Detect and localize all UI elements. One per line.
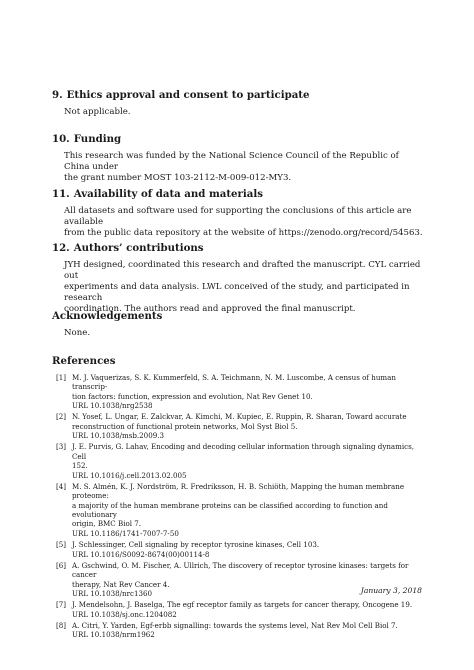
body-line: All datasets and software used for supporting the conclusions of this article are available xyxy=(64,206,412,227)
section-availability xyxy=(52,188,424,239)
body-line: Not applicable. xyxy=(64,107,131,117)
reference-url[interactable]: URL 10.1016/S0092-8674(00)00114-8 xyxy=(72,549,210,559)
reference-list xyxy=(56,373,424,641)
reference-item xyxy=(56,600,424,619)
reference-number: [6] xyxy=(56,560,67,570)
section-body xyxy=(52,328,424,339)
section-number: 10. xyxy=(52,133,70,145)
reference-item xyxy=(56,482,424,538)
reference-line: reconstruction of functional protein networks, Mol Syst Biol 5. xyxy=(72,421,298,431)
section-number: 9. xyxy=(52,89,63,101)
reference-line: J. Mendelsohn, J. Baselga, The egf receptor family as targets for cancer therapy, Oncogene 19. xyxy=(72,600,413,610)
section-number: 12. xyxy=(52,242,70,254)
reference-item xyxy=(56,621,424,640)
section-title: Acknowledgements xyxy=(52,310,163,322)
reference-url[interactable]: URL 10.1186/1741-7007-7-50 xyxy=(72,528,179,538)
references-heading: References xyxy=(52,355,116,367)
reference-line: 152. xyxy=(72,461,88,471)
section-ethics xyxy=(52,89,424,118)
reference-url[interactable]: URL 10.1016/j.cell.2013.02.005 xyxy=(72,470,187,480)
reference-number: [5] xyxy=(56,540,67,550)
reference-line: A. Citri, Y. Yarden, Egf-erbb signalling: towards the systems level, Nat Rev Mol Cell Biol 7. xyxy=(72,620,398,630)
section-heading xyxy=(52,242,424,255)
reference-number: [4] xyxy=(56,481,67,491)
section-heading xyxy=(52,133,424,146)
reference-line: tion factors: function, expression and evolution, Nat Rev Genet 10. xyxy=(72,391,313,401)
body-line: experiments and data analysis. LWL conceived of the study, and participated in research xyxy=(64,282,410,303)
reference-number: [7] xyxy=(56,600,67,610)
reference-item xyxy=(56,540,424,559)
section-body xyxy=(52,107,424,118)
section-heading xyxy=(52,89,424,102)
section-title: Ethics approval and consent to participate xyxy=(66,89,310,101)
section-contributions xyxy=(52,242,424,315)
reference-line: J. Schlessinger, Cell signaling by receptor tyrosine kinases, Cell 103. xyxy=(72,540,320,550)
reference-item xyxy=(56,373,424,411)
section-number: 11. xyxy=(52,188,70,200)
reference-line: therapy, Nat Rev Cancer 4. xyxy=(72,579,170,589)
reference-line: M. S. Almén, K. J. Nordström, R. Fredriksson, H. B. Schiöth, Mapping the human membrane proteome: xyxy=(72,481,405,501)
reference-url[interactable]: URL 10.1038/sj.onc.1204082 xyxy=(72,609,177,619)
reference-number: [8] xyxy=(56,620,67,630)
body-line: This research was funded by the National Science Council of the Republic of China under xyxy=(64,151,399,172)
section-body xyxy=(52,206,424,239)
references-section xyxy=(52,355,424,368)
reference-url[interactable]: URL 10.1038/nrg2538 xyxy=(72,401,153,411)
reference-url[interactable]: URL 10.1038/msb.2009.3 xyxy=(72,431,164,441)
reference-line: M. J. Vaquerizas, S. K. Kummerfeld, S. A. Teichmann, N. M. Luscombe, A census of human transcrip- xyxy=(72,373,396,392)
section-heading xyxy=(52,188,424,201)
reference-line: N. Yosef, L. Ungar, E. Zalckvar, A. Kimchi, M. Kupiec, E. Ruppin, R. Sharan, Toward accurate xyxy=(72,412,407,422)
reference-line: a majority of the human membrane proteins can be classified according to function and evolutionary xyxy=(72,500,388,520)
section-funding xyxy=(52,133,424,184)
body-line: JYH designed, coordinated this research and drafted the manuscript. CYL carried out xyxy=(64,260,421,281)
body-line: coordination. The authors read and approved the final manuscript. xyxy=(64,304,356,314)
footer-date: January 3, 2018 xyxy=(360,586,422,595)
section-heading xyxy=(52,310,424,323)
section-title: Authors’ contributions xyxy=(73,242,204,254)
reference-number: [1] xyxy=(56,373,67,382)
section-title: Availability of data and materials xyxy=(73,188,263,200)
reference-url[interactable]: URL 10.1038/nrc1360 xyxy=(72,588,152,598)
section-body xyxy=(52,151,424,184)
reference-line: J. E. Purvis, G. Lahav, Encoding and decoding cellular information through signaling dynamics, Cell xyxy=(72,442,414,461)
section-title: Funding xyxy=(73,133,122,145)
body-line: None. xyxy=(64,328,91,338)
reference-line: origin, BMC Biol 7. xyxy=(72,519,142,529)
reference-number: [3] xyxy=(56,442,67,452)
reference-line: A. Gschwind, O. M. Fischer, A. Ullrich, The discovery of receptor tyrosine kinases: targets for cancer xyxy=(72,560,409,580)
reference-item xyxy=(56,442,424,480)
section-acknowledgements xyxy=(52,310,424,339)
reference-url[interactable]: URL 10.1038/nrm1962 xyxy=(72,630,155,640)
body-line: from the public data repository at the website of https://zenodo.org/record/54563. xyxy=(64,228,423,238)
reference-number: [2] xyxy=(56,412,67,422)
reference-item xyxy=(56,412,424,440)
body-line: the grant number MOST 103-2112-M-009-012-MY3. xyxy=(64,173,292,183)
section-body xyxy=(52,260,424,315)
